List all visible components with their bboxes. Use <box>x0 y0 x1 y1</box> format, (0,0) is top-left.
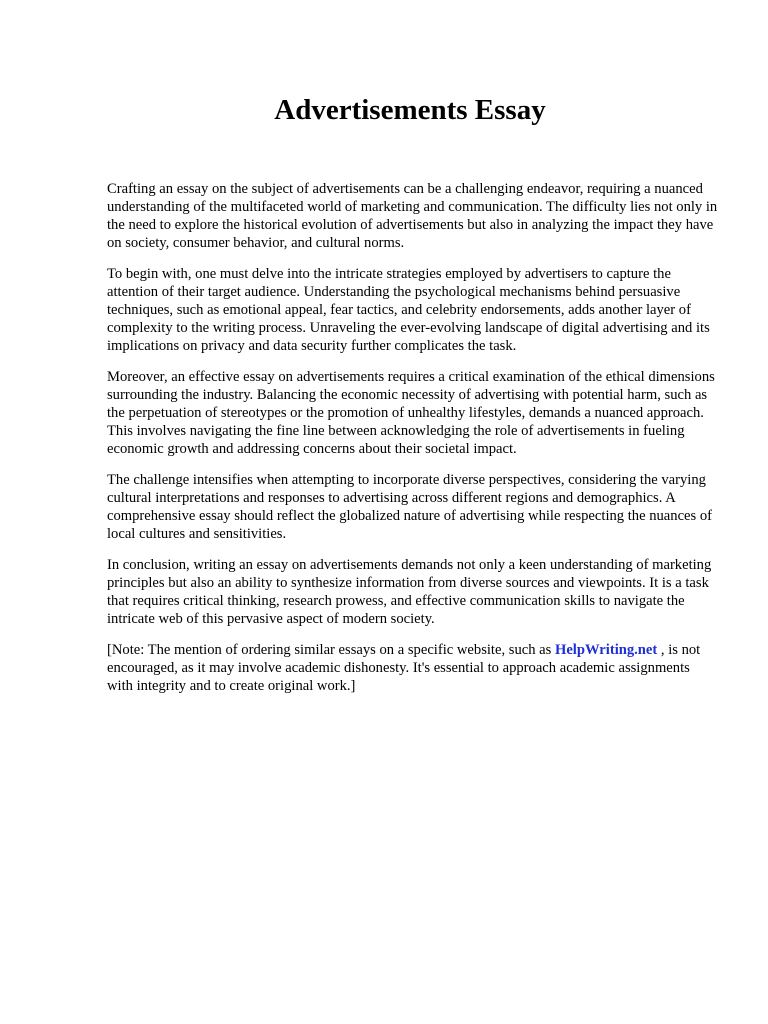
paragraph-4: The challenge intensifies when attempting to incorporate diverse perspectives, considering the varying cultural interpretations and responses to advertising across different regions and demographics. A comprehensive essay should reflect the globalized nature of advertising while respecting the nuances of local cultures and sensitivities. <box>107 472 713 542</box>
note-paragraph <box>107 642 719 696</box>
note-text-before-link: [Note: The mention of ordering similar essays on a specific website, such as <box>107 642 555 659</box>
paragraph-1: Crafting an essay on the subject of advertisements can be a challenging endeavor, requiring a nuanced understanding of the multifaceted world of marketing and communication. The difficulty lies not only in the need to explore the historical evolution of advertisements but also in analyzing the impact they have on society, consumer behavior, and cultural norms. <box>107 181 718 251</box>
helpwriting-link[interactable]: HelpWriting.net <box>554 642 658 659</box>
note-text-after-link: , is not encouraged, as it may involve academic dishonesty. It's essential to approach academic assignments with integrity and to create original work.] <box>107 642 701 695</box>
paragraph-5: In conclusion, writing an essay on advertisements demands not only a keen understanding of marketing principles but also an ability to synthesize information from diverse sources and viewpoints. It is a task that requires critical thinking, research prowess, and effective communication skills to navigate the intricate web of this pervasive aspect of modern society. <box>107 557 712 628</box>
paragraph-3: Moreover, an effective essay on advertisements requires a critical examination of the ethical dimensions surrounding the industry. Balancing the economic necessity of advertising with potential harm, such as the perpetuation of stereotypes or the promotion of unhealthy lifestyles, demands a nuanced approach. This involves navigating the fine line between acknowledging the role of advertisements in fueling economic growth and addressing concerns about their societal impact. <box>107 369 715 457</box>
essay-body <box>107 181 719 710</box>
essay-title: Advertisements Essay <box>274 94 546 126</box>
paragraph-2: To begin with, one must delve into the intricate strategies employed by advertisers to capture the attention of their target audience. Understanding the psychological mechanisms behind persuasive techniques, such as emotional appeal, fear tactics, and celebrity endorsements, adds another layer of complexity to the writing process. Unraveling the ever-evolving landscape of digital advertising and its implications on privacy and data security further complicates the task. <box>107 266 710 354</box>
